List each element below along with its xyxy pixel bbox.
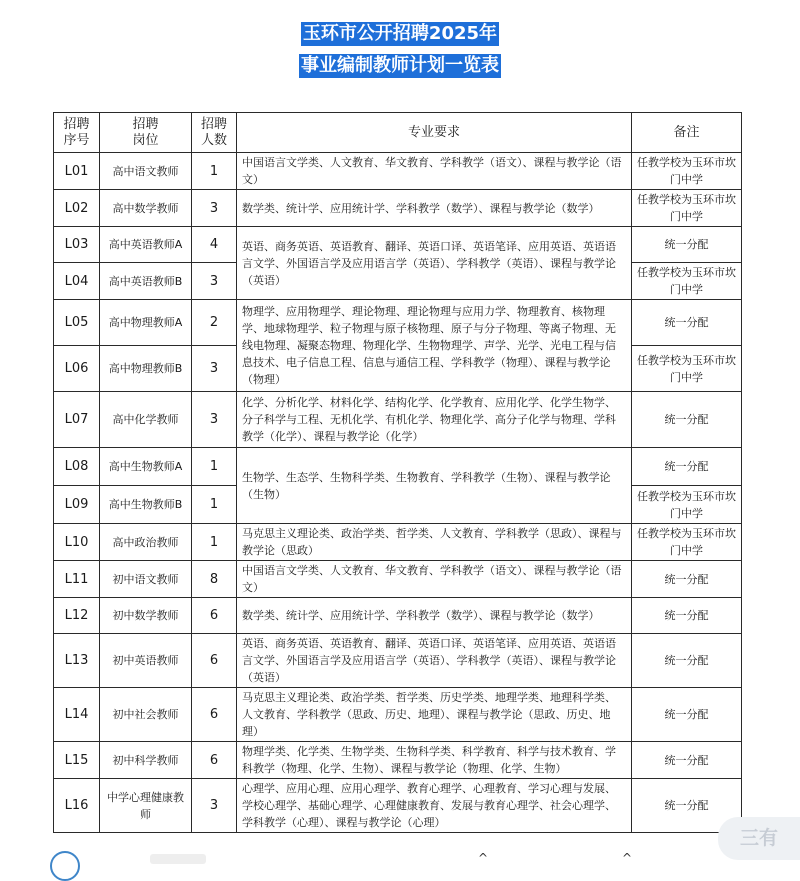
table-row — [54, 153, 742, 190]
row-count: 2 — [192, 300, 237, 346]
row-major: 化学、分析化学、材料化学、结构化学、化学教育、应用化学、化学生物学、分子科学与工程、无机化学、有机化学、物理化学、高分子化学与物理、学科教学（化学）、课程与教学论（化学） — [237, 392, 632, 448]
row-count: 1 — [192, 524, 237, 561]
row-position: 高中政治教师 — [100, 524, 192, 561]
row-position: 高中生物教师A — [100, 448, 192, 486]
row-id: L08 — [54, 448, 100, 486]
row-position: 初中社会教师 — [100, 688, 192, 742]
row-position: 初中数学教师 — [100, 598, 192, 634]
row-note: 统一分配 — [632, 688, 742, 742]
row-position: 高中数学教师 — [100, 190, 192, 227]
row-major: 英语、商务英语、英语教育、翻译、英语口译、英语笔译、应用英语、英语语言文学、外国语言学及应用语言学（英语）、学科教学（英语）、课程与教学论（英语） — [237, 227, 632, 300]
document-title — [0, 22, 800, 86]
table-row — [54, 598, 742, 634]
row-note: 任教学校为玉环市坎门中学 — [632, 486, 742, 524]
table-row — [54, 190, 742, 227]
row-position: 初中科学教师 — [100, 742, 192, 779]
row-position: 中学心理健康教师 — [100, 779, 192, 833]
row-id: L14 — [54, 688, 100, 742]
row-position: 高中物理教师A — [100, 300, 192, 346]
row-major: 心理学、应用心理、应用心理学、教育心理学、心理教育、学习心理与发展、学校心理学、基础心理学、心理健康教育、发展与教育心理学、社会心理学、学科教学（心理）、课程与教学论（心理） — [237, 779, 632, 833]
row-major: 物理学类、化学类、生物学类、生物科学类、科学教育、科学与技术教育、学科教学（物理、化学、生物）、课程与教学论（物理、化学、生物） — [237, 742, 632, 779]
row-id: L12 — [54, 598, 100, 634]
row-major: 中国语言文学类、人文教育、华文教育、学科教学（语文）、课程与教学论（语文） — [237, 561, 632, 598]
row-count: 3 — [192, 190, 237, 227]
table-row — [54, 300, 742, 346]
row-major: 马克思主义理论类、政治学类、哲学类、人文教育、学科教学（思政）、课程与教学论（思政） — [237, 524, 632, 561]
row-note: 任教学校为玉环市坎门中学 — [632, 263, 742, 300]
row-id: L10 — [54, 524, 100, 561]
row-position: 初中语文教师 — [100, 561, 192, 598]
table-row — [54, 448, 742, 486]
row-major: 马克思主义理论类、政治学类、哲学类、历史学类、地理学类、地理科学类、人文教育、学科教学（思政、历史、地理）、课程与教学论（思政、历史、地理） — [237, 688, 632, 742]
row-major: 物理学、应用物理学、理论物理、理论物理与应用力学、物理教育、核物理学、地球物理学、粒子物理与原子核物理、原子与分子物理、等离子物理、无线电物理、凝聚态物理、物理化学、生物物理学、声学、光学、光电工程与信息技术、电子信息工程、信息与通信工程、学科教学（物理）、课程与教学论（物理） — [237, 300, 632, 392]
title-line-1: 玉环市公开招聘2025年 — [302, 23, 498, 44]
header-note — [632, 113, 742, 153]
table-row — [54, 392, 742, 448]
header-major — [237, 113, 632, 153]
row-count: 6 — [192, 598, 237, 634]
row-count: 3 — [192, 392, 237, 448]
bottom-strip — [0, 848, 800, 865]
table-row — [54, 227, 742, 263]
row-note: 统一分配 — [632, 300, 742, 346]
header-id — [54, 113, 100, 153]
row-position: 高中语文教师 — [100, 153, 192, 190]
row-major: 生物学、生态学、生物科学类、生物教育、学科教学（生物）、课程与教学论（生物） — [237, 448, 632, 524]
row-note: 任教学校为玉环市坎门中学 — [632, 153, 742, 190]
app-logo-icon — [50, 851, 80, 881]
table-row — [54, 688, 742, 742]
header-count-text: 招聘 人数 — [200, 116, 227, 148]
row-count: 1 — [192, 448, 237, 486]
row-note: 统一分配 — [632, 779, 742, 833]
row-note: 统一分配 — [632, 392, 742, 448]
row-id: L15 — [54, 742, 100, 779]
row-id: L05 — [54, 300, 100, 346]
row-position: 初中英语教师 — [100, 634, 192, 688]
bottom-mark-icon: ^ — [622, 851, 633, 865]
bottom-mark-icon: ^ — [478, 851, 489, 865]
watermark-text: 三有 — [739, 827, 778, 849]
row-note: 任教学校为玉环市坎门中学 — [632, 524, 742, 561]
row-id: L01 — [54, 153, 100, 190]
recruitment-plan-table — [53, 112, 742, 833]
row-position: 高中化学教师 — [100, 392, 192, 448]
table-row — [54, 524, 742, 561]
row-major: 英语、商务英语、英语教育、翻译、英语口译、英语笔译、应用英语、英语语言文学、外国语言学及应用语言学（英语）、学科教学（英语）、课程与教学论（英语） — [237, 634, 632, 688]
row-position: 高中英语教师B — [100, 263, 192, 300]
row-position: 高中生物教师B — [100, 486, 192, 524]
row-id: L11 — [54, 561, 100, 598]
header-position — [100, 113, 192, 153]
table-body — [54, 153, 742, 833]
row-count: 3 — [192, 263, 237, 300]
row-count: 1 — [192, 153, 237, 190]
row-note: 统一分配 — [632, 448, 742, 486]
row-count: 3 — [192, 779, 237, 833]
row-major: 中国语言文学类、人文教育、华文教育、学科教学（语文）、课程与教学论（语文） — [237, 153, 632, 190]
row-major: 数学类、统计学、应用统计学、学科教学（数学）、课程与教学论（数学） — [237, 190, 632, 227]
header-count — [192, 113, 237, 153]
row-id: L06 — [54, 346, 100, 392]
row-id: L16 — [54, 779, 100, 833]
row-note: 任教学校为玉环市坎门中学 — [632, 346, 742, 392]
row-count: 6 — [192, 634, 237, 688]
row-count: 8 — [192, 561, 237, 598]
table-row — [54, 561, 742, 598]
row-note: 任教学校为玉环市坎门中学 — [632, 190, 742, 227]
table-row — [54, 634, 742, 688]
row-count: 6 — [192, 688, 237, 742]
title-line-2: 事业编制教师计划一览表 — [301, 55, 499, 76]
row-id: L04 — [54, 263, 100, 300]
row-count: 6 — [192, 742, 237, 779]
row-note: 统一分配 — [632, 634, 742, 688]
row-id: L03 — [54, 227, 100, 263]
row-major: 数学类、统计学、应用统计学、学科教学（数学）、课程与教学论（数学） — [237, 598, 632, 634]
row-note: 统一分配 — [632, 742, 742, 779]
header-id-text: 招聘 序号 — [63, 116, 90, 148]
bottom-chip — [150, 854, 206, 864]
row-id: L07 — [54, 392, 100, 448]
header-note-text: 备注 — [673, 124, 700, 140]
header-position-text: 招聘 岗位 — [132, 116, 159, 148]
header-major-text: 专业要求 — [407, 124, 460, 140]
row-id: L13 — [54, 634, 100, 688]
row-position: 高中物理教师B — [100, 346, 192, 392]
row-id: L09 — [54, 486, 100, 524]
row-id: L02 — [54, 190, 100, 227]
table-row — [54, 779, 742, 833]
row-count: 1 — [192, 486, 237, 524]
row-position: 高中英语教师A — [100, 227, 192, 263]
row-count: 4 — [192, 227, 237, 263]
row-note: 统一分配 — [632, 561, 742, 598]
row-note: 统一分配 — [632, 598, 742, 634]
table-row — [54, 742, 742, 779]
row-note: 统一分配 — [632, 227, 742, 263]
row-count: 3 — [192, 346, 237, 392]
table-header-row — [54, 113, 742, 153]
